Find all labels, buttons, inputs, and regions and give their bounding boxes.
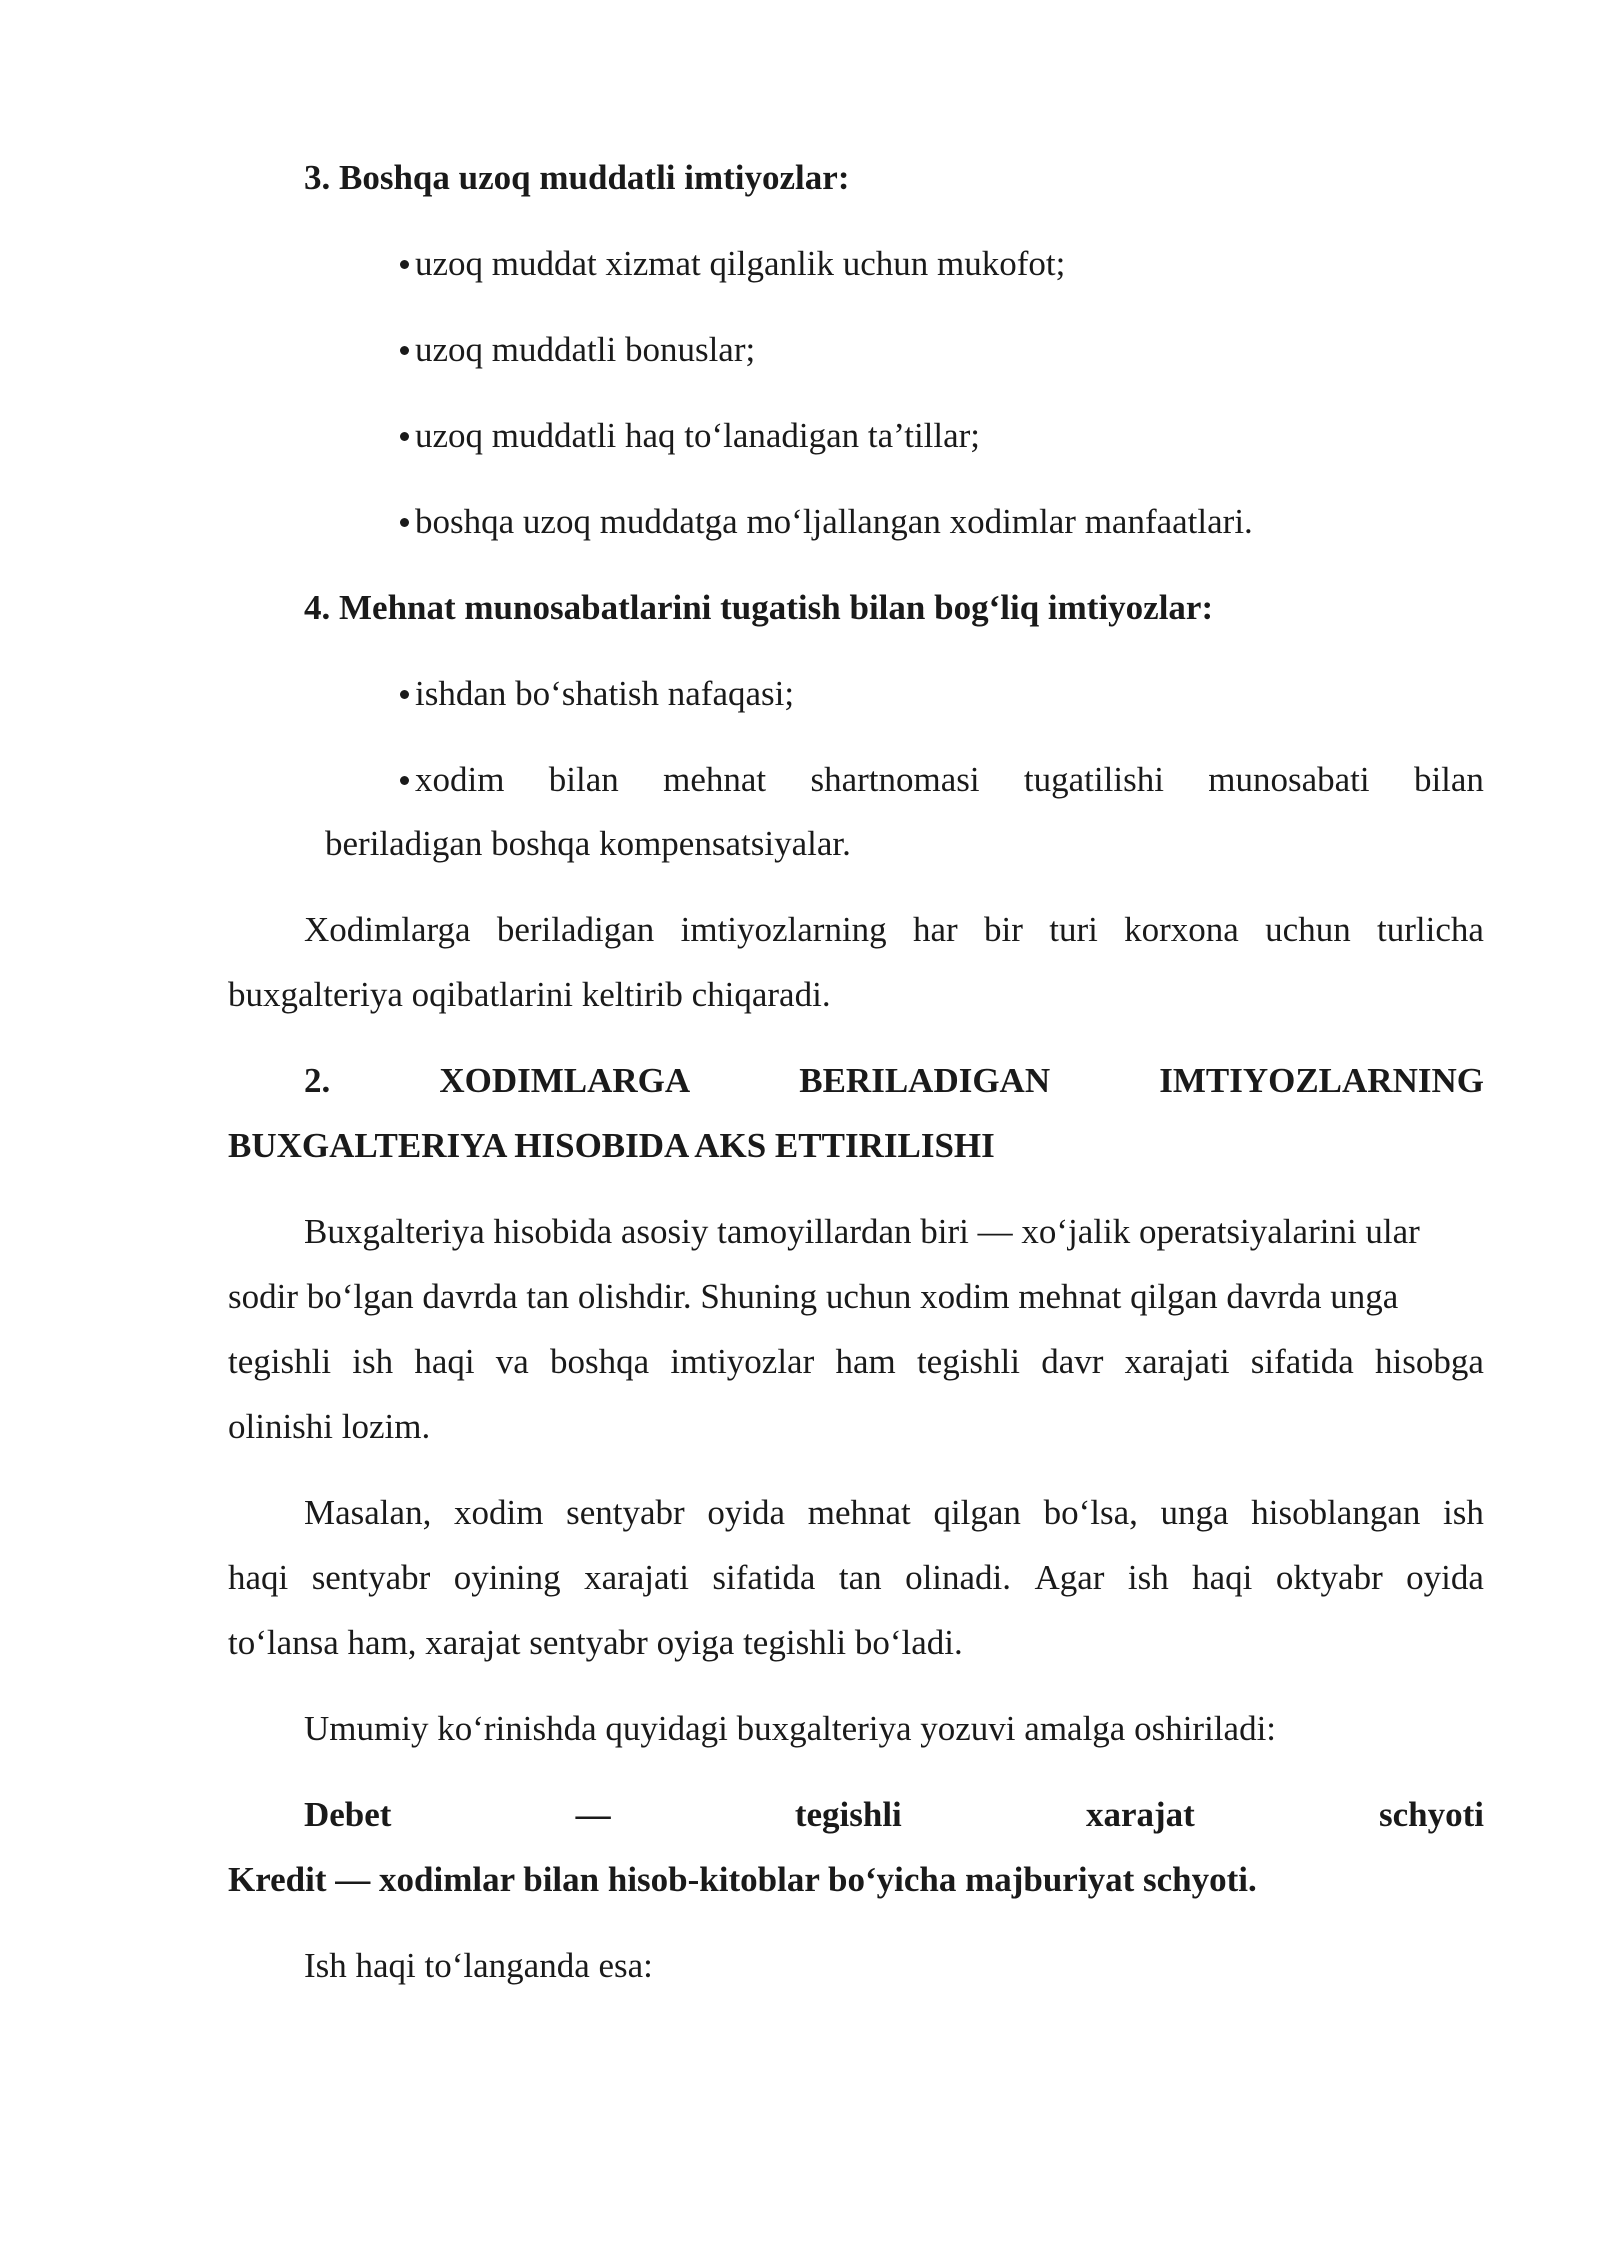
list-item-continuation: beriladigan boshqa kompensatsiyalar. [325,824,851,863]
paragraph-line: buxgalteriya oqibatlarini keltirib chiqaradi. [228,975,831,1014]
list-item-word: bilan [548,760,619,799]
bullet-icon [400,432,409,441]
list-item-word: munosabati [1208,760,1370,799]
paragraph-line: haqi sentyabr oyining xarajati sifatida tan olinadi. Agar ish haqi oktyabr oyida [228,1558,1484,1597]
list-item-word: tugatilishi [1023,760,1164,799]
paragraph-line: olinishi lozim. [228,1407,431,1446]
list-item-text: uzoq muddatli bonuslar; [415,330,756,369]
list-item [400,418,980,453]
section-heading-4: 4. Mehnat munosabatlarini tugatish bilan bog‘liq imtiyozlar: [304,588,1214,627]
paragraph-line: Umumiy ko‘rinishda quyidagi buxgalteriya yozuvi amalga oshiriladi: [304,1709,1277,1748]
paragraph-line: sodir bo‘lgan davrda tan olishdir. Shuning uchun xodim mehnat qilgan davrda unga [228,1277,1399,1316]
paragraph-line: tegishli ish haqi va boshqa imtiyozlar ham tegishli davr xarajati sifatida hisobga [228,1342,1484,1381]
paragraph-line: Ish haqi to‘langanda esa: [304,1946,653,1985]
bullet-icon [400,518,409,527]
bullet-icon [400,690,409,699]
bullet-icon [400,346,409,355]
list-item [400,676,794,711]
list-item [400,246,1065,281]
list-item-word: xodim [400,762,504,797]
list-item-justified [400,762,1484,797]
accounting-entry-credit: Kredit — xodimlar bilan hisob-kitoblar bo‘yicha majburiyat schyoti. [228,1860,1257,1899]
list-item [400,504,1253,539]
list-item-text: boshqa uzoq muddatga mo‘ljallangan xodimlar manfaatlari. [415,502,1253,541]
paragraph-line: to‘lansa ham, xarajat sentyabr oyiga tegishli bo‘ladi. [228,1623,963,1662]
paragraph-line: Masalan, xodim sentyabr oyida mehnat qilgan bo‘lsa, unga hisoblangan ish [304,1493,1484,1532]
chapter-heading: 2. XODIMLARGA BERILADIGAN IMTIYOZLARNING [304,1061,1484,1100]
list-item-word: mehnat [663,760,767,799]
paragraph-line: Buxgalteriya hisobida asosiy tamoyillardan biri — xo‘jalik operatsiyalarini ular [304,1212,1420,1251]
paragraph-line: Xodimlarga beriladigan imtiyozlarning har bir turi korxona uchun turlicha [304,910,1484,949]
bullet-icon [400,260,409,269]
accounting-entry-debit: Debet — tegishli xarajat schyoti [304,1795,1484,1834]
list-item-text: uzoq muddatli haq to‘lanadigan ta’tillar; [415,416,981,455]
chapter-heading-line2: BUXGALTERIYA HISOBIDA AKS ETTIRILISHI [228,1126,995,1165]
list-item-text: ishdan bo‘shatish nafaqasi; [415,674,795,713]
list-item-word: shartnomasi [810,760,980,799]
bullet-icon [400,776,409,785]
list-item [400,332,755,367]
section-heading-3: 3. Boshqa uzoq muddatli imtiyozlar: [304,158,850,197]
list-item-word: bilan [1413,760,1484,799]
list-item-text: uzoq muddat xizmat qilganlik uchun mukofot; [415,244,1066,283]
